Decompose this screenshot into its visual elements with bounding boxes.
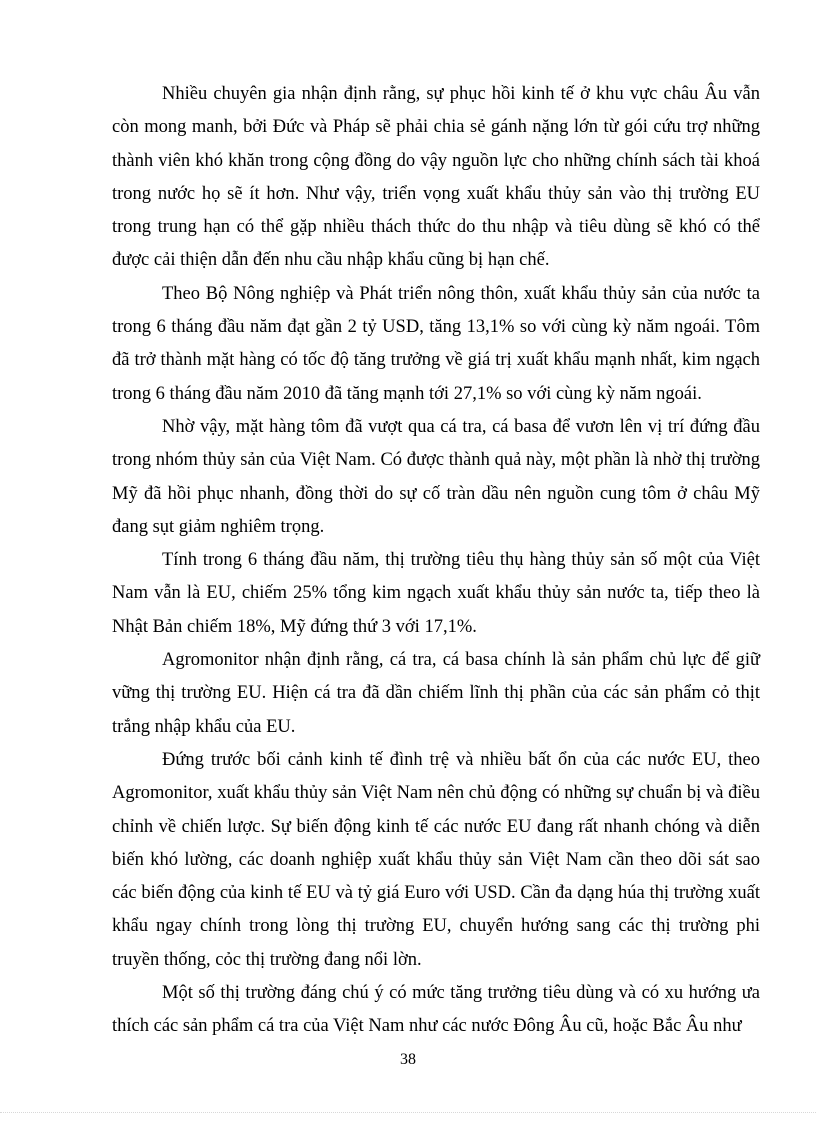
paragraph-strategy: Đứng trước bối cảnh kinh tế đình trệ và nhiều bất ổn của các nước EU, theo Agromonitor, xuất khẩu thủy sản Việt Nam nên chủ động có những sự chuẩn bị và điều chỉnh về chiến lược. Sự biến động kinh tế các nước EU đang rất nhanh chóng và diễn biến khó lường, các doanh nghiệp xuất khẩu thủy sản Việt Nam cần theo dõi sát sao các biến động của kinh tế EU và tỷ giá Euro với USD. Cần đa dạng húa thị trường xuất khẩu ngay chính trong lòng thị trường EU, chuyển hướng sang các thị trường phi truyền thống, cỏc thị trường đang nổi lờn. xyxy=(112,749,760,970)
paragraph-shrimp-lead: Nhờ vậy, mặt hàng tôm đã vượt qua cá tra, cá basa để vươn lên vị trí đứng đầu trong nhóm thủy sản của Việt Nam. Có được thành quả này, một phần là nhờ thị trường Mỹ đã hồi phục nhanh, đồng thời do sự cố tràn dầu nên nguồn cung tôm ở châu Mỹ đang sụt giảm nghiêm trọng. xyxy=(112,416,760,537)
footer-divider xyxy=(0,1112,816,1113)
paragraph-market-share: Tính trong 6 tháng đầu năm, thị trường tiêu thụ hàng thủy sản số một của Việt Nam vẫn là EU, chiếm 25% tổng kim ngạch xuất khẩu thủy sản nước ta, tiếp theo là Nhật Bản chiếm 18%, Mỹ đứng thứ 3 với 17,1%. xyxy=(112,550,760,637)
body-text xyxy=(112,78,760,1044)
page-number: 38 xyxy=(400,1051,416,1068)
paragraph-notable-markets: Một số thị trường đáng chú ý có mức tăng trưởng tiêu dùng và có xu hướng ưa thích các sản phẩm cá tra của Việt Nam như các nước Đông Âu cũ, hoặc Bắc Âu như xyxy=(112,983,760,1037)
paragraph-ministry-export: Theo Bộ Nông nghiệp và Phát triển nông thôn, xuất khẩu thủy sản của nước ta trong 6 tháng đầu năm đạt gần 2 tỷ USD, tăng 13,1% so với cùng kỳ năm ngoái. Tôm đã trở thành mặt hàng có tốc độ tăng trưởng về giá trị xuất khẩu mạnh nhất, kim ngạch trong 6 tháng đầu năm 2010 đã tăng mạnh tới 27,1% so với cùng kỳ năm ngoái. xyxy=(112,283,760,404)
paragraph-eu-recovery: Nhiều chuyên gia nhận định rằng, sự phục hồi kinh tế ở khu vực châu Âu vẫn còn mong manh, bởi Đức và Pháp sẽ phải chia sẻ gánh nặng lớn từ gói cứu trợ những thành viên khó khăn trong cộng đồng do vậy nguồn lực cho những chính sách tài khoá trong nước họ sẽ ít hơn. Như vậy, triển vọng xuất khẩu thủy sản vào thị trường EU trong trung hạn có thể gặp nhiều thách thức do thu nhập và tiêu dùng sẽ khó có thể được cải thiện dẫn đến nhu cầu nhập khẩu cũng bị hạn chế. xyxy=(112,84,760,271)
paragraph-agromonitor-view: Agromonitor nhận định rằng, cá tra, cá basa chính là sản phẩm chủ lực để giữ vững thị trường EU. Hiện cá tra đã dần chiếm lĩnh thị phần của các sản phẩm cỏ thịt trắng nhập khẩu của EU. xyxy=(112,650,760,737)
